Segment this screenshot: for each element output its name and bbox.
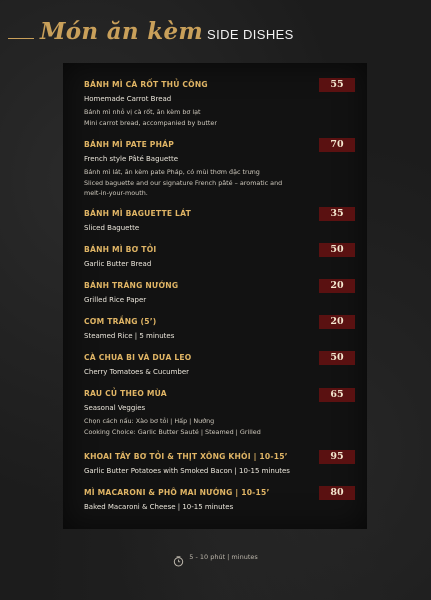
menu-item-english-name: Sliced Baguette	[84, 224, 140, 232]
menu-item-description-line: Mini carrot bread, accompanied by butter	[84, 118, 217, 127]
price-badge: 20	[319, 279, 355, 293]
price-badge: 35	[319, 207, 355, 221]
clock-icon	[173, 552, 184, 563]
menu-item-name: MÌ MACARONI & PHÔ MAI NƯỚNG | 10-15’	[84, 488, 270, 497]
menu-item-name: BÁNH MÌ CÀ RỐT THỦ CÔNG	[84, 80, 208, 89]
header-rule	[8, 38, 34, 39]
menu-footer	[0, 549, 431, 565]
price-badge: 50	[319, 243, 355, 257]
menu-item-description-line: Chọn cách nấu: Xào bơ tỏi | Hấp | Nướng	[84, 417, 215, 425]
price-badge: 70	[319, 138, 355, 152]
menu-item-description	[84, 107, 289, 128]
section-title-english: SIDE DISHES	[207, 27, 294, 42]
menu-item-english-name: Steamed Rice | 5 minutes	[84, 332, 175, 340]
menu-item-name: BÁNH TRÁNG NƯỚNG	[84, 281, 179, 290]
menu-item-english-name: Baked Macaroni & Cheese | 10-15 minutes	[84, 503, 234, 511]
menu-item-description-line: Bánh mì lát, ăn kèm pate Pháp, có mùi thơm đặc trưng	[84, 168, 260, 176]
menu-item-name: BÁNH MÌ BƠ TỎI	[84, 245, 157, 254]
menu-item-name: RAU CỦ THEO MÙA	[84, 389, 167, 398]
menu-item-english-name: Garlic Butter Potatoes with Smoked Bacon | 10-15 minutes	[84, 467, 290, 475]
price-badge: 80	[319, 486, 355, 500]
price-badge: 95	[319, 450, 355, 464]
footer-time-note: 5 - 10 phút | minutes	[189, 553, 258, 561]
menu-item-name: KHOAI TÂY BƠ TỎI & THỊT XÔNG KHÓI | 10-15’	[84, 452, 288, 461]
menu-item-name: CƠM TRẮNG (5’)	[84, 317, 157, 326]
menu-item-description	[84, 167, 289, 199]
menu-item-english-name: Garlic Butter Bread	[84, 260, 152, 268]
price-badge: 50	[319, 351, 355, 365]
menu-item-description-line: Sliced baguette and our signature French pâté – aromatic and melt-in-your-mouth.	[84, 178, 283, 197]
menu-item-description-line: Bánh mì nhỏ vị cà rốt, ăn kèm bơ lạt	[84, 108, 201, 116]
menu-item-english-name: Cherry Tomatoes & Cucumber	[84, 368, 190, 376]
menu-item-english-name: French style Pâté Baguette	[84, 155, 179, 163]
price-badge: 65	[319, 388, 355, 402]
price-badge: 55	[319, 78, 355, 92]
menu-item-name: BÁNH MÌ BAGUETTE LÁT	[84, 209, 191, 218]
menu-item-english-name: Homemade Carrot Bread	[84, 95, 172, 103]
menu-item-description-line: Cooking Choice: Garlic Butter Sauté | Steamed | Grilled	[84, 427, 261, 436]
menu-header	[0, 18, 431, 54]
menu-item-name: CÀ CHUA BI VÀ DƯA LEO	[84, 353, 192, 362]
menu-item-name: BÁNH MÌ PATE PHÁP	[84, 140, 174, 149]
price-badge: 20	[319, 315, 355, 329]
menu-item-english-name: Seasonal Veggies	[84, 404, 146, 412]
section-title-vietnamese: Món ăn kèm	[40, 18, 204, 45]
menu-item-description	[84, 416, 289, 437]
menu-item-english-name: Grilled Rice Paper	[84, 296, 147, 304]
